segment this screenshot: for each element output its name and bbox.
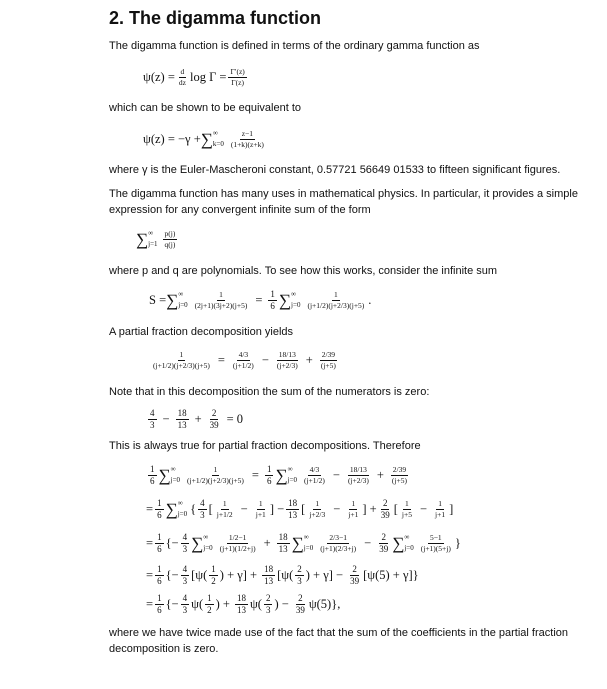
l4-c-num: 1 bbox=[157, 563, 162, 574]
eq3-fraction bbox=[163, 230, 178, 248]
l5-a2 bbox=[264, 594, 273, 615]
l5-coefficient bbox=[155, 594, 164, 615]
l2-t5 bbox=[400, 500, 414, 518]
eq6-term-3 bbox=[208, 409, 221, 430]
sum-symbol: ∑ bbox=[165, 499, 178, 519]
paragraph-3: where γ is the Euler-Mascheroni constant, 0.57721 56649 01533 to fifteen significant figures. bbox=[109, 164, 561, 176]
sum-symbol: ∑ bbox=[291, 533, 304, 553]
l3-k1-num: 4 bbox=[182, 531, 188, 542]
l3-t1-num: 1/2−1 bbox=[228, 533, 247, 542]
l2-close-2: ] + bbox=[362, 501, 377, 516]
l3-coefficient bbox=[155, 533, 164, 554]
l1-coefficient-2 bbox=[265, 465, 274, 486]
l3-t3-den: (j+1)(5+j) bbox=[420, 543, 451, 553]
eq2-lhs: ψ(z) = −γ + bbox=[143, 131, 201, 146]
l4-c-den: 6 bbox=[157, 575, 162, 586]
l2-t6 bbox=[433, 500, 447, 518]
eq4-equals: = bbox=[255, 292, 263, 307]
eq1-d-num: d bbox=[180, 67, 185, 76]
l1-fraction-e bbox=[390, 466, 409, 484]
l2-t6-den: j+1 bbox=[435, 509, 446, 519]
l3-t2-num: 2/3−1 bbox=[329, 533, 347, 542]
eq6-c-num: 2 bbox=[211, 407, 217, 418]
l2-t3-num: 1 bbox=[315, 499, 320, 508]
l1-c-den: 6 bbox=[150, 475, 155, 486]
l2-t5-num: 1 bbox=[405, 499, 409, 508]
l3-lim1-bot: j=0 bbox=[203, 544, 213, 552]
eq4-end: . bbox=[368, 292, 372, 307]
l5-k3-den: 39 bbox=[295, 604, 305, 615]
l3-equals: = bbox=[146, 535, 154, 550]
l3-lim2-bot: j=0 bbox=[303, 544, 314, 552]
l2-coefficient bbox=[155, 499, 164, 520]
l2-k1-den: 3 bbox=[200, 509, 205, 520]
l3-lim1-top: ∞ bbox=[203, 533, 209, 541]
equation-derivation-line-5 bbox=[146, 592, 340, 616]
eq1-d-fraction bbox=[177, 68, 188, 86]
eq5-d-den: (j+5) bbox=[320, 360, 336, 370]
l1-plus: + bbox=[376, 467, 384, 482]
l3-t2 bbox=[318, 534, 358, 552]
l5-k2-num: 18 bbox=[236, 592, 246, 603]
l5-k1 bbox=[181, 594, 190, 615]
eq4-lim2-bot: j=0 bbox=[291, 301, 301, 309]
l3-k3-num: 2 bbox=[381, 531, 386, 542]
l2-t2-den: j+1 bbox=[255, 509, 266, 519]
l5-k3-num: 2 bbox=[298, 592, 303, 603]
l2-t1-den: j+1/2 bbox=[216, 509, 233, 519]
eq3-limits bbox=[148, 230, 157, 248]
l5-s4: ) − bbox=[274, 596, 289, 611]
l3-minus: − bbox=[364, 535, 372, 550]
eq1-lhs: ψ(z) = bbox=[143, 69, 175, 84]
l2-t4 bbox=[346, 500, 360, 518]
l2-t5-den: j+5 bbox=[401, 509, 412, 519]
l5-s2: ) + bbox=[215, 596, 230, 611]
eq5-a-den: (j+1/2)(j+2/3)(j+5) bbox=[153, 360, 210, 370]
l5-k2-den: 13 bbox=[236, 604, 246, 615]
l4-k2-num: 18 bbox=[264, 563, 274, 574]
eq3-lim-top: ∞ bbox=[148, 229, 154, 237]
l4-s3: [ψ( bbox=[277, 567, 294, 582]
l2-minus-2: − bbox=[333, 501, 341, 516]
l3-k2 bbox=[277, 533, 290, 554]
eq4-lhs: S = bbox=[149, 292, 167, 307]
l1-limits-2 bbox=[288, 466, 297, 484]
l1-lim-bot: j=0 bbox=[170, 476, 181, 484]
eq5-plus: + bbox=[305, 352, 313, 367]
l3-close: } bbox=[454, 535, 461, 550]
eq6-a-den: 3 bbox=[150, 419, 155, 430]
eq4-lim-bot: j=0 bbox=[178, 301, 188, 309]
l3-t1 bbox=[218, 534, 258, 552]
l2-close-1: ] − bbox=[269, 501, 285, 516]
l5-k1-den: 3 bbox=[182, 604, 188, 615]
eq1-r-num: Γ′(z) bbox=[230, 67, 245, 76]
l4-a2-num: 2 bbox=[297, 563, 302, 574]
l1-c2-den: 6 bbox=[266, 475, 272, 486]
eq4-f1-num: 1 bbox=[219, 290, 223, 299]
eq4-lim2-top: ∞ bbox=[291, 290, 297, 298]
eq5-b-den: (j+1/2) bbox=[232, 360, 254, 370]
section-heading: 2. The digamma function bbox=[109, 8, 322, 28]
l4-coefficient bbox=[155, 565, 164, 586]
l2-bracket-2: [ bbox=[301, 501, 306, 516]
paragraph-7: Note that in this decomposition the sum of the numerators is zero: bbox=[109, 386, 430, 398]
l5-a1-num: 1 bbox=[207, 592, 212, 603]
equation-derivation-line-3 bbox=[146, 530, 461, 556]
eq5-b-num: 4/3 bbox=[238, 350, 249, 359]
l3-t2-den: (j+1)(2/3+j) bbox=[320, 543, 357, 553]
equation-derivation-line-1 bbox=[146, 462, 411, 488]
l2-k3-num: 2 bbox=[382, 497, 388, 508]
l1-d-den: (j+2/3) bbox=[347, 475, 369, 485]
sum-symbol: ∑ bbox=[136, 229, 149, 249]
l2-equals: = bbox=[146, 501, 154, 516]
l5-c-num: 1 bbox=[157, 592, 162, 603]
l2-bracket-1: [ bbox=[208, 501, 213, 516]
l1-fraction-a bbox=[185, 466, 246, 484]
l2-t3 bbox=[307, 500, 327, 518]
l4-a1-den: 2 bbox=[211, 575, 216, 586]
l4-k1 bbox=[181, 565, 190, 586]
equation-general-sum bbox=[136, 226, 179, 252]
eq2-lim-bot: k=0 bbox=[212, 140, 224, 148]
eq4-f2-den: (j+1/2)(j+2/3)(j+5) bbox=[307, 300, 365, 310]
eq6-b-num: 18 bbox=[177, 407, 187, 418]
eq4-f1-den: (2j+1)(3j+2)(j+5) bbox=[194, 300, 248, 310]
l5-s5: ψ(5)}, bbox=[308, 596, 341, 611]
l5-a2-den: 3 bbox=[265, 604, 271, 615]
l1-lim2-bot: j=0 bbox=[287, 476, 297, 484]
eq3-lim-bot: j=1 bbox=[148, 240, 158, 248]
sum-symbol: ∑ bbox=[191, 533, 204, 553]
sum-symbol: ∑ bbox=[166, 290, 179, 310]
eq6-minus: − bbox=[162, 411, 170, 426]
eq6-term-2 bbox=[176, 409, 189, 430]
l4-k1-num: 4 bbox=[182, 563, 188, 574]
eq5-term-1 bbox=[231, 351, 256, 369]
eq4-fraction-1 bbox=[193, 291, 250, 309]
l4-k1-den: 3 bbox=[182, 575, 188, 586]
l5-equals: = bbox=[146, 596, 154, 611]
l2-close-3: ] bbox=[449, 501, 454, 516]
l2-limits bbox=[178, 500, 187, 518]
l4-k3 bbox=[348, 565, 361, 586]
eq6-b-den: 13 bbox=[177, 419, 187, 430]
l4-s4: ) + γ] − bbox=[305, 567, 344, 582]
sum-symbol: ∑ bbox=[275, 465, 288, 485]
eq5-term-3 bbox=[319, 351, 338, 369]
l4-open: {− bbox=[165, 567, 179, 582]
l2-t2 bbox=[254, 500, 268, 518]
l2-t1 bbox=[215, 500, 235, 518]
l2-t6-num: 1 bbox=[438, 499, 442, 508]
eq5-d-num: 2/39 bbox=[321, 350, 336, 359]
eq6-rhs: = 0 bbox=[226, 411, 244, 426]
l3-t1-den: (j+1)(1/2+j) bbox=[219, 543, 256, 553]
l2-k2-den: 13 bbox=[288, 509, 298, 520]
l1-coefficient bbox=[148, 465, 157, 486]
eq5-lhs-fraction bbox=[151, 351, 212, 369]
l1-b-num: 4/3 bbox=[309, 465, 320, 474]
l4-a2 bbox=[295, 565, 304, 586]
l2-k3 bbox=[379, 499, 392, 520]
l4-a1 bbox=[209, 565, 218, 586]
eq4-limits-2 bbox=[291, 291, 300, 309]
eq1-d-den: dz bbox=[178, 77, 186, 87]
eq3-num: p(j) bbox=[164, 229, 176, 238]
paragraph-4: The digamma function has many uses in mathematical physics. In particular, it provides a simple expression for any convergent infinite sum of the form bbox=[109, 188, 578, 216]
sum-symbol: ∑ bbox=[392, 533, 405, 553]
equation-infinite-sum-s bbox=[149, 287, 371, 313]
l1-b-den: (j+1/2) bbox=[303, 475, 325, 485]
equation-derivation-line-4 bbox=[146, 563, 419, 587]
l4-s1: [ψ( bbox=[191, 567, 208, 582]
l4-k3-den: 39 bbox=[350, 575, 360, 586]
l1-e-num: 2/39 bbox=[392, 465, 407, 474]
l4-s5: [ψ(5) + γ]} bbox=[363, 567, 419, 582]
eq4-coefficient bbox=[268, 290, 277, 311]
equation-derivation-line-2 bbox=[146, 496, 453, 522]
l1-minus: − bbox=[332, 467, 340, 482]
paragraph-9: where we have twice made use of the fact that the sum of the coefficients in the partial fraction decomposition is zero. bbox=[109, 627, 568, 655]
paragraph-2: which can be shown to be equivalent to bbox=[109, 102, 302, 114]
l3-plus: + bbox=[263, 535, 271, 550]
l3-t3-num: 5−1 bbox=[429, 533, 442, 542]
l2-minus-1: − bbox=[240, 501, 248, 516]
l5-c-den: 6 bbox=[157, 604, 162, 615]
eq5-term-2 bbox=[275, 351, 300, 369]
l3-c-num: 1 bbox=[157, 531, 162, 542]
l2-minus-3: − bbox=[419, 501, 428, 516]
l5-a2-num: 2 bbox=[265, 592, 271, 603]
l1-c-num: 1 bbox=[150, 463, 155, 474]
l4-a2-den: 3 bbox=[297, 575, 302, 586]
l5-a1-den: 2 bbox=[207, 604, 212, 615]
l3-limits-1 bbox=[203, 534, 212, 552]
l2-t1-num: 1 bbox=[222, 499, 227, 508]
sum-symbol: ∑ bbox=[278, 290, 292, 310]
l1-e-den: (j+5) bbox=[391, 475, 407, 485]
eq5-c-num: 18/13 bbox=[278, 350, 296, 359]
l2-lim-top: ∞ bbox=[177, 499, 183, 507]
sum-symbol: ∑ bbox=[158, 465, 171, 485]
l3-k2-den: 13 bbox=[278, 543, 288, 554]
l2-c-num: 1 bbox=[157, 497, 162, 508]
l4-s2: ) + γ] + bbox=[219, 567, 258, 582]
l3-limits-3 bbox=[404, 534, 413, 552]
l4-k2 bbox=[262, 565, 275, 586]
l1-d-num: 18/13 bbox=[349, 465, 367, 474]
paragraph-1: The digamma function is defined in terms of the ordinary gamma function as bbox=[109, 40, 480, 52]
eq5-equals: = bbox=[217, 352, 225, 367]
equation-digamma-definition bbox=[143, 64, 249, 90]
l3-limits-2 bbox=[304, 534, 313, 552]
l3-c-den: 6 bbox=[157, 543, 162, 554]
eq6-term-1 bbox=[148, 409, 157, 430]
l1-lim-top: ∞ bbox=[170, 465, 176, 473]
paragraph-8: This is always true for partial fraction decompositions. Therefore bbox=[109, 440, 421, 452]
l2-k2 bbox=[286, 499, 299, 520]
l2-lim-bot: j=0 bbox=[177, 510, 188, 518]
l5-k3 bbox=[294, 594, 307, 615]
l5-open: {− bbox=[165, 596, 179, 611]
l3-open: {− bbox=[165, 535, 179, 550]
l2-k1-num: 4 bbox=[200, 497, 205, 508]
l4-equals: = bbox=[146, 567, 154, 582]
eq5-a-num: 1 bbox=[179, 350, 184, 359]
eq2-num: z−1 bbox=[241, 129, 253, 138]
l2-t2-num: 1 bbox=[258, 499, 263, 508]
l2-k3-den: 39 bbox=[380, 509, 390, 520]
l2-c-den: 6 bbox=[157, 509, 162, 520]
eq4-f2-num: 1 bbox=[334, 290, 338, 299]
l2-t4-den: j+1 bbox=[348, 509, 359, 519]
paragraph-5: where p and q are polynomials. To see how this works, consider the infinite sum bbox=[109, 265, 498, 277]
l2-k2-num: 18 bbox=[288, 497, 298, 508]
eq6-a-num: 4 bbox=[150, 407, 155, 418]
eq6-plus: + bbox=[194, 411, 202, 426]
eq5-c-den: (j+2/3) bbox=[276, 360, 298, 370]
l5-k2 bbox=[235, 594, 248, 615]
l1-lim2-top: ∞ bbox=[287, 465, 293, 473]
eq2-fraction bbox=[229, 130, 266, 148]
sum-symbol: ∑ bbox=[200, 129, 213, 149]
l1-a-num: 1 bbox=[213, 465, 218, 474]
eq5-minus: − bbox=[261, 352, 269, 367]
eq2-limits bbox=[213, 130, 224, 148]
l5-s3: ψ( bbox=[249, 596, 262, 611]
eq4-c-num: 1 bbox=[270, 288, 275, 299]
eq3-den: q(j) bbox=[164, 239, 176, 249]
eq2-lim-top: ∞ bbox=[212, 129, 218, 137]
eq4-lim-top: ∞ bbox=[178, 290, 184, 298]
l2-open-brace: { bbox=[190, 501, 197, 516]
eq4-fraction-2 bbox=[305, 291, 366, 309]
eq6-c-den: 39 bbox=[209, 419, 219, 430]
l5-k1-num: 4 bbox=[182, 592, 188, 603]
l2-bracket-3: [ bbox=[393, 501, 398, 516]
l2-t4-num: 1 bbox=[351, 499, 356, 508]
equation-numerator-sum bbox=[146, 407, 243, 431]
l1-fraction-b bbox=[302, 466, 327, 484]
l1-c2-num: 1 bbox=[266, 463, 272, 474]
eq1-mid: log Γ = bbox=[189, 69, 227, 84]
eq4-limits bbox=[178, 291, 187, 309]
equation-digamma-series bbox=[143, 126, 268, 152]
l1-limits bbox=[171, 466, 180, 484]
l3-k3 bbox=[377, 533, 390, 554]
l3-lim3-bot: j=0 bbox=[404, 544, 414, 552]
eq1-ratio-fraction bbox=[228, 68, 246, 86]
paragraph-6: A partial fraction decomposition yields bbox=[109, 326, 294, 338]
eq2-den: (1+k)(z+k) bbox=[230, 139, 264, 149]
l2-k1 bbox=[198, 499, 207, 520]
l1-equals: = bbox=[251, 467, 259, 482]
l3-lim3-top: ∞ bbox=[404, 533, 410, 541]
eq4-c-den: 6 bbox=[270, 300, 275, 311]
l3-k2-num: 18 bbox=[278, 531, 288, 542]
l3-k1 bbox=[181, 533, 190, 554]
eq1-r-den: Γ(z) bbox=[231, 77, 244, 87]
l4-a1-num: 1 bbox=[211, 563, 216, 574]
l3-t3 bbox=[419, 534, 453, 552]
l3-k1-den: 3 bbox=[182, 543, 188, 554]
l1-a-den: (j+1/2)(j+2/3)(j+5) bbox=[187, 475, 244, 485]
l4-k2-den: 13 bbox=[264, 575, 274, 586]
l3-k3-den: 39 bbox=[379, 543, 389, 554]
l4-k3-num: 2 bbox=[352, 563, 357, 574]
l1-fraction-d bbox=[346, 466, 371, 484]
l2-t3-den: j+2/3 bbox=[309, 509, 326, 519]
l3-lim2-top: ∞ bbox=[303, 533, 309, 541]
equation-partial-fractions bbox=[149, 347, 340, 373]
l5-s1: ψ( bbox=[191, 596, 204, 611]
l5-a1 bbox=[205, 594, 214, 615]
